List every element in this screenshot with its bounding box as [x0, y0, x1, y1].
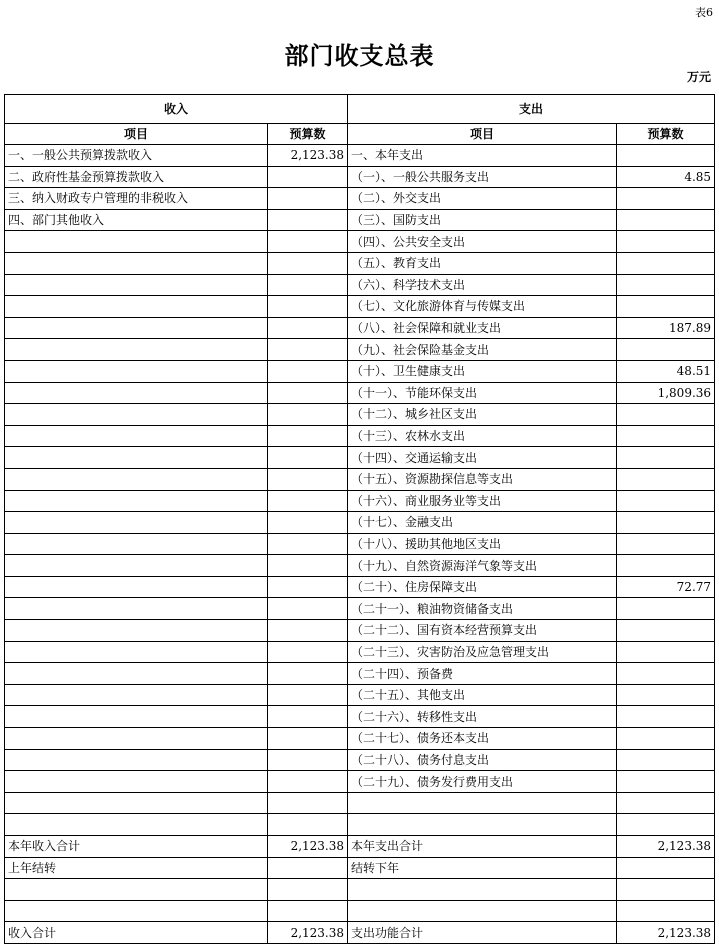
expense-item-cell: [348, 792, 617, 814]
income-item-cell: [5, 900, 268, 922]
income-item-cell: [5, 620, 268, 642]
income-amount-cell: [268, 188, 348, 210]
table-row: [5, 166, 715, 188]
income-item-cell: [5, 576, 268, 598]
income-item-cell: [5, 684, 268, 706]
expense-budget-header: 预算数: [617, 124, 715, 145]
expense-amount-cell: [617, 598, 715, 620]
expense-item-cell: （十八）、援助其他地区支出: [348, 533, 617, 555]
table-row: [5, 274, 715, 296]
income-item-cell: [5, 360, 268, 382]
expense-item-cell: （三）、国防支出: [348, 209, 617, 231]
income-amount-cell: [268, 360, 348, 382]
expense-amount-cell: [617, 771, 715, 793]
income-amount-cell: 2,123.38: [268, 836, 348, 858]
income-item-cell: 收入合计: [5, 922, 268, 944]
expense-amount-cell: [617, 706, 715, 728]
expense-amount-cell: [617, 879, 715, 901]
income-item-cell: [5, 339, 268, 361]
table-body: [5, 145, 715, 944]
expense-amount-cell: 4.85: [617, 166, 715, 188]
income-item-cell: [5, 512, 268, 534]
income-amount-cell: [268, 425, 348, 447]
income-item-cell: [5, 296, 268, 318]
expense-amount-cell: [617, 555, 715, 577]
table-row: [5, 879, 715, 901]
income-item-cell: [5, 749, 268, 771]
expense-amount-cell: [617, 231, 715, 253]
expense-amount-cell: [617, 512, 715, 534]
expense-item-cell: [348, 900, 617, 922]
expense-amount-cell: 72.77: [617, 576, 715, 598]
expense-item-cell: （十九）、自然资源海洋气象等支出: [348, 555, 617, 577]
expense-item-cell: 结转下年: [348, 857, 617, 879]
expense-item-cell: （四）、公共安全支出: [348, 231, 617, 253]
table-row: [5, 382, 715, 404]
income-item-cell: [5, 425, 268, 447]
income-amount-cell: [268, 706, 348, 728]
income-amount-cell: [268, 447, 348, 469]
income-amount-cell: [268, 814, 348, 836]
expense-item-cell: （十七）、金融支出: [348, 512, 617, 534]
income-item-cell: 本年收入合计: [5, 836, 268, 858]
table-row: [5, 360, 715, 382]
income-item-cell: [5, 447, 268, 469]
expense-item-cell: （十六）、商业服务业等支出: [348, 490, 617, 512]
expense-amount-cell: 2,123.38: [617, 922, 715, 944]
income-item-cell: [5, 663, 268, 685]
expense-amount-cell: [617, 641, 715, 663]
expense-item-cell: 支出功能合计: [348, 922, 617, 944]
expense-amount-cell: [617, 490, 715, 512]
income-amount-cell: [268, 274, 348, 296]
expense-item-cell: （五）、教育支出: [348, 252, 617, 274]
expense-item-cell: （十）、卫生健康支出: [348, 360, 617, 382]
income-item-cell: [5, 382, 268, 404]
expense-amount-cell: [617, 728, 715, 750]
expense-item-cell: （十一）、节能环保支出: [348, 382, 617, 404]
table-row: [5, 641, 715, 663]
expense-item-cell: （一）、一般公共服务支出: [348, 166, 617, 188]
table-row: [5, 468, 715, 490]
income-amount-cell: 2,123.38: [268, 922, 348, 944]
income-amount-cell: [268, 576, 348, 598]
table-row: [5, 749, 715, 771]
table-row: [5, 490, 715, 512]
expense-amount-cell: 187.89: [617, 317, 715, 339]
income-item-cell: 三、纳入财政专户管理的非税收入: [5, 188, 268, 210]
expense-item-cell: （二）、外交支出: [348, 188, 617, 210]
income-amount-cell: [268, 339, 348, 361]
income-amount-cell: [268, 490, 348, 512]
expense-item-cell: [348, 879, 617, 901]
income-amount-cell: [268, 684, 348, 706]
income-item-cell: [5, 879, 268, 901]
income-amount-cell: [268, 404, 348, 426]
budget-summary-table: [4, 94, 715, 944]
expense-item-cell: （十五）、资源勘探信息等支出: [348, 468, 617, 490]
income-amount-cell: [268, 641, 348, 663]
expense-item-cell: （二十一）、粮油物资储备支出: [348, 598, 617, 620]
income-item-cell: [5, 533, 268, 555]
expense-amount-cell: [617, 252, 715, 274]
income-budget-header: 预算数: [268, 124, 348, 145]
table-row: [5, 339, 715, 361]
income-item-cell: [5, 468, 268, 490]
expense-amount-cell: [617, 425, 715, 447]
expense-item-cell: [348, 814, 617, 836]
income-header: 收入: [5, 95, 348, 124]
page-title: 部门收支总表: [284, 41, 435, 70]
table-row: [5, 900, 715, 922]
expense-amount-cell: [617, 447, 715, 469]
table-row: [5, 231, 715, 253]
income-amount-cell: [268, 533, 348, 555]
income-item-cell: [5, 555, 268, 577]
income-amount-cell: [268, 857, 348, 879]
income-item-cell: [5, 792, 268, 814]
table-row: [5, 425, 715, 447]
income-item-cell: [5, 231, 268, 253]
income-amount-cell: [268, 663, 348, 685]
income-amount-cell: [268, 728, 348, 750]
income-amount-cell: [268, 468, 348, 490]
expense-item-cell: （二十九）、债务发行费用支出: [348, 771, 617, 793]
income-amount-cell: [268, 317, 348, 339]
income-amount-cell: [268, 166, 348, 188]
expense-amount-cell: [617, 749, 715, 771]
income-amount-cell: [268, 382, 348, 404]
expense-amount-cell: [617, 404, 715, 426]
expense-amount-cell: [617, 814, 715, 836]
table-row: [5, 771, 715, 793]
expense-amount-cell: [617, 857, 715, 879]
table-row: [5, 598, 715, 620]
table-row: [5, 792, 715, 814]
expense-item-cell: （十二）、城乡社区支出: [348, 404, 617, 426]
expense-amount-cell: 1,809.36: [617, 382, 715, 404]
table-row: [5, 836, 715, 858]
income-amount-cell: [268, 231, 348, 253]
expense-amount-cell: [617, 663, 715, 685]
table-row: [5, 814, 715, 836]
table-row: [5, 576, 715, 598]
expense-item-cell: （十三）、农林水支出: [348, 425, 617, 447]
income-amount-cell: 2,123.38: [268, 145, 348, 167]
expense-header: 支出: [348, 95, 715, 124]
income-amount-cell: [268, 296, 348, 318]
expense-item-cell: （二十三）、灾害防治及应急管理支出: [348, 641, 617, 663]
income-amount-cell: [268, 792, 348, 814]
income-item-cell: 四、部门其他收入: [5, 209, 268, 231]
expense-item-header: 项目: [348, 124, 617, 145]
expense-amount-cell: [617, 533, 715, 555]
income-item-cell: [5, 706, 268, 728]
expense-amount-cell: [617, 468, 715, 490]
expense-amount-cell: [617, 209, 715, 231]
table-row: [5, 512, 715, 534]
table-row: [5, 922, 715, 944]
expense-item-cell: 一、本年支出: [348, 145, 617, 167]
income-item-cell: [5, 490, 268, 512]
income-amount-cell: [268, 555, 348, 577]
income-item-cell: [5, 317, 268, 339]
expense-amount-cell: 48.51: [617, 360, 715, 382]
unit-label: 万元: [686, 70, 711, 84]
table-row: [5, 555, 715, 577]
income-amount-cell: [268, 900, 348, 922]
table-row: [5, 145, 715, 167]
income-item-cell: [5, 728, 268, 750]
table-number: 表6: [695, 6, 713, 19]
expense-amount-cell: [617, 684, 715, 706]
income-amount-cell: [268, 620, 348, 642]
income-item-header: 项目: [5, 124, 268, 145]
expense-amount-cell: [617, 339, 715, 361]
expense-item-cell: （二十六）、转移性支出: [348, 706, 617, 728]
income-amount-cell: [268, 209, 348, 231]
income-item-cell: 二、政府性基金预算拨款收入: [5, 166, 268, 188]
income-item-cell: [5, 404, 268, 426]
expense-item-cell: （二十八）、债务付息支出: [348, 749, 617, 771]
table-row: [5, 684, 715, 706]
table-row: [5, 706, 715, 728]
income-amount-cell: [268, 252, 348, 274]
table-row: [5, 663, 715, 685]
income-item-cell: [5, 814, 268, 836]
table-row: [5, 620, 715, 642]
expense-item-cell: （八）、社会保障和就业支出: [348, 317, 617, 339]
expense-amount-cell: [617, 188, 715, 210]
expense-item-cell: 本年支出合计: [348, 836, 617, 858]
income-amount-cell: [268, 771, 348, 793]
income-item-cell: [5, 252, 268, 274]
income-item-cell: [5, 274, 268, 296]
table-row: [5, 447, 715, 469]
expense-amount-cell: [617, 274, 715, 296]
table-row: [5, 728, 715, 750]
income-item-cell: [5, 598, 268, 620]
income-amount-cell: [268, 879, 348, 901]
income-amount-cell: [268, 749, 348, 771]
income-amount-cell: [268, 598, 348, 620]
table-row: [5, 317, 715, 339]
expense-amount-cell: [617, 792, 715, 814]
expense-amount-cell: [617, 296, 715, 318]
expense-item-cell: （二十五）、其他支出: [348, 684, 617, 706]
table-row: [5, 209, 715, 231]
income-item-cell: 一、一般公共预算拨款收入: [5, 145, 268, 167]
table-row: [5, 404, 715, 426]
expense-item-cell: （二十二）、国有资本经营预算支出: [348, 620, 617, 642]
expense-amount-cell: [617, 145, 715, 167]
income-item-cell: [5, 771, 268, 793]
table-row: [5, 252, 715, 274]
expense-item-cell: （七）、文化旅游体育与传媒支出: [348, 296, 617, 318]
expense-amount-cell: [617, 900, 715, 922]
expense-item-cell: （二十四）、预备费: [348, 663, 617, 685]
table-row: [5, 857, 715, 879]
income-amount-cell: [268, 512, 348, 534]
expense-amount-cell: 2,123.38: [617, 836, 715, 858]
table-row: [5, 188, 715, 210]
table-row: [5, 533, 715, 555]
table-row: [5, 296, 715, 318]
expense-item-cell: （十四）、交通运输支出: [348, 447, 617, 469]
expense-item-cell: （二十七）、债务还本支出: [348, 728, 617, 750]
expense-item-cell: （九）、社会保险基金支出: [348, 339, 617, 361]
income-item-cell: 上年结转: [5, 857, 268, 879]
income-item-cell: [5, 641, 268, 663]
expense-amount-cell: [617, 620, 715, 642]
expense-item-cell: （二十）、住房保障支出: [348, 576, 617, 598]
expense-item-cell: （六）、科学技术支出: [348, 274, 617, 296]
